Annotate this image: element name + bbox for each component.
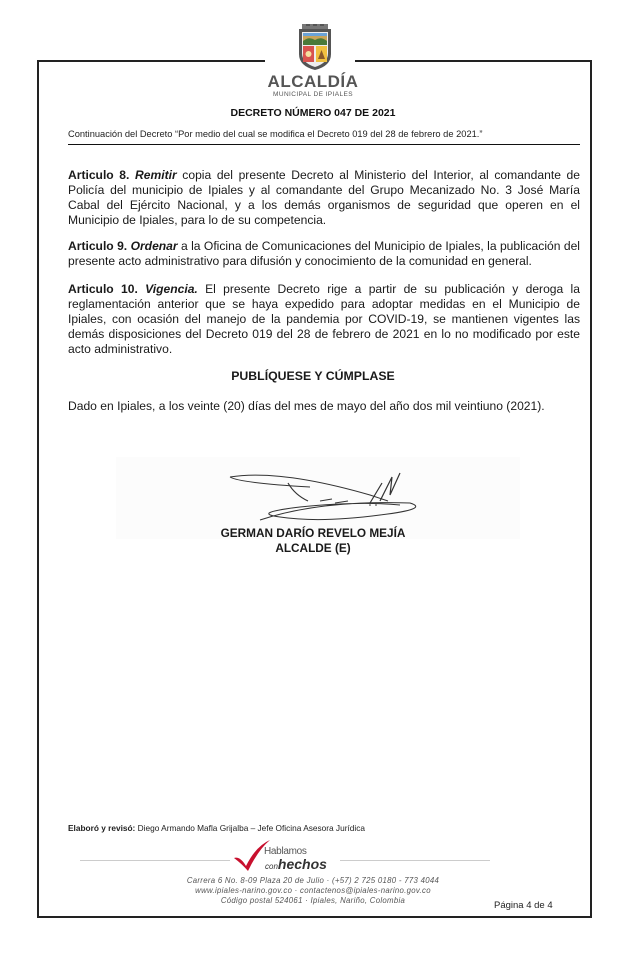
page-number: Página 4 de 4 [494,900,553,911]
page-border-top-right [355,60,592,62]
continuation-line: Continuación del Decreto “Por medio del cual se modifica el Decreto 019 del 28 de febrero de 2021.” [68,129,483,139]
org-name: ALCALDÍA [267,72,359,91]
page-border-right [590,60,592,918]
page-border-top-left [37,60,265,62]
header-divider [68,144,580,145]
article-9 [68,239,580,269]
slogan-con: con [265,862,278,871]
slogan-con-hechos [265,856,327,872]
prepared-by-label: Elaboró y revisó: [68,823,136,833]
prepared-by-value: Diego Armando Mafla Grijalba – Jefe Oficina Asesora Jurídica [135,823,365,833]
signer-name: GERMAN DARÍO REVELO MEJÍA [220,526,406,540]
handwritten-signature-icon [220,465,420,530]
article-verb: Vigencia. [145,282,198,296]
signer-role: ALCALDE (E) [275,541,351,555]
dado-en-line: Dado en Ipiales, a los veinte (20) días del mes de mayo del año dos mil veintiuno (2021). [68,399,545,413]
article-label: Articulo 10. [68,282,138,296]
article-label: Articulo 9. [68,239,128,253]
article-text: copia del presente Decreto al Ministerio del Interior, al comandante de Policía del municipio de Ipiales y al comandante del Grupo Mecanizado No. 3 José María Cabal del Ejército Nacional, y a los demás organismos de seguridad que operen en el Municipio de Ipiales, para lo de su competencia. [68,168,580,227]
article-text: a la Oficina de Comunicaciones del Municipio de Ipiales, la publicación del presente acto administrativo para difusión y conocimiento de la comunidad en general. [68,239,580,268]
article-verb: Remitir [135,168,177,182]
org-subtitle: MUNICIPAL DE IPIALES [273,91,353,98]
article-text: El presente Decreto rige a partir de su publicación y deroga la reglamentación anterior que se haya expedido para adoptar medidas en el Municipio de Ipiales, con ocasión del manejo de la pandemia por COVID-19, se mantienen vigentes las demás disposiciones del Decreto 019 del 28 de febrero de 2021 en lo no modificado por este acto administrativo. [68,282,580,356]
article-verb: Ordenar [130,239,178,253]
decree-title: DECRETO NÚMERO 047 DE 2021 [230,107,396,119]
slogan-hechos: hechos [277,856,327,872]
address-line-1: Carrera 6 No. 8-09 Plaza 20 de Julio · (+57) 2 725 0180 - 773 4044 [186,876,440,885]
article-8 [68,168,580,228]
slogan-hablamos: Hablamos [264,846,307,857]
page-border-left [37,60,39,918]
prepared-by [68,823,365,833]
municipal-crest-icon [296,24,334,70]
footer-divider-right [340,860,490,861]
address-line-3: Código postal 524061 · Ipiales, Nariño, Colombia [220,896,406,905]
footer-divider-left [80,860,230,861]
page-border-bottom [37,916,592,918]
address-line-2: www.ipiales-narino.gov.co · contactenos@ipiales-narino.gov.co [195,886,431,895]
article-10 [68,282,580,357]
article-label: Articulo 8. [68,168,130,182]
publiquese-heading: PUBLÍQUESE Y CÚMPLASE [231,369,395,383]
